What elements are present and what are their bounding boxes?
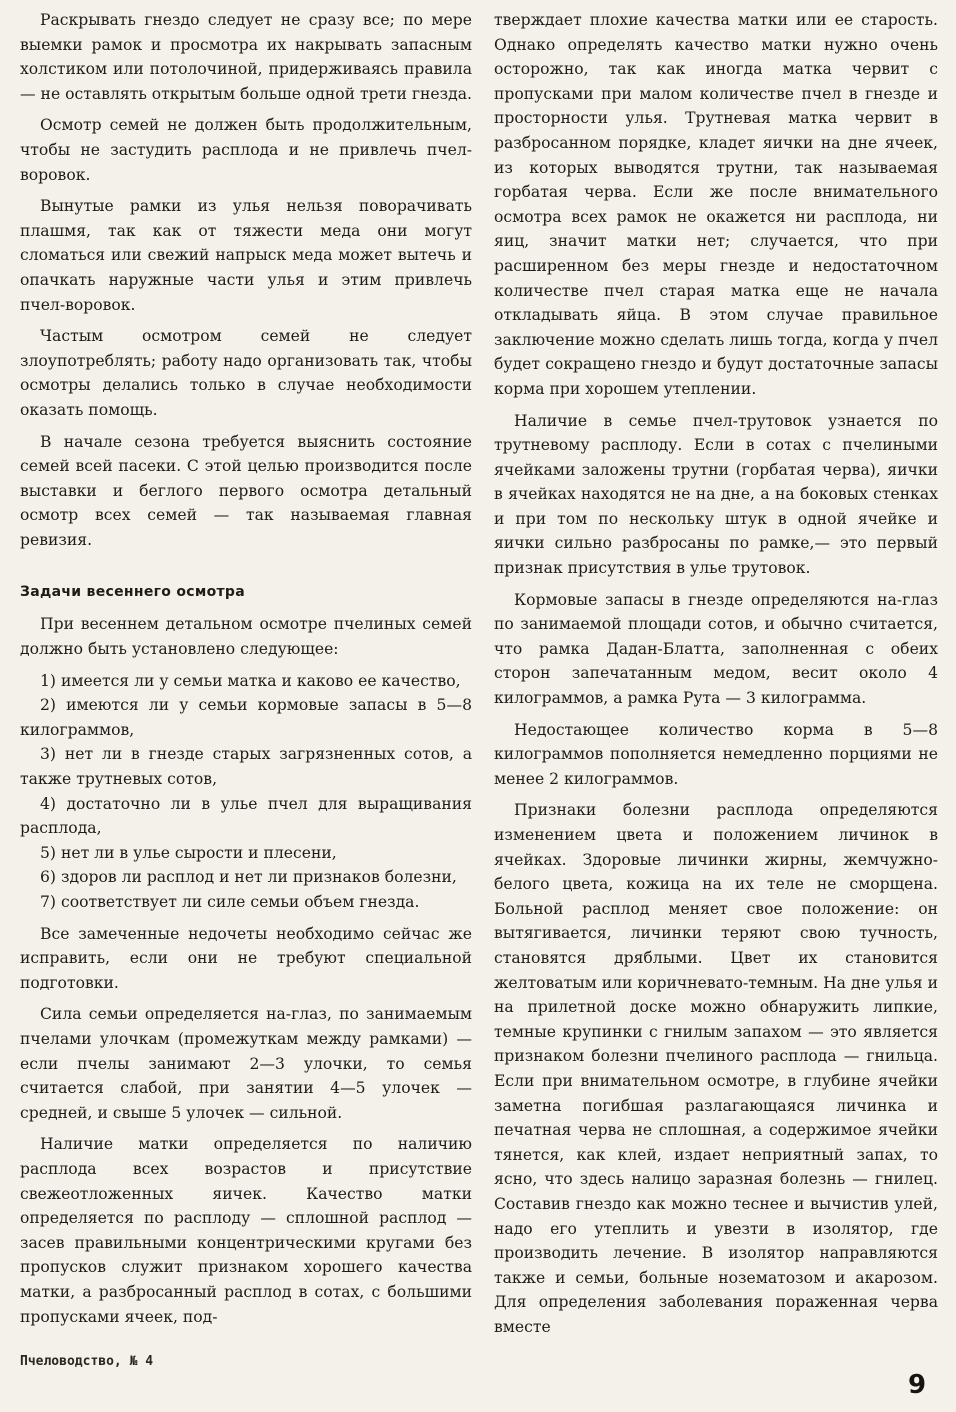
paragraph-food-shortage: Недостающее количество корма в 5—8 килограммов пополняется немедленно порциями не менее 2 килограммов. bbox=[494, 720, 938, 788]
paragraph-inspection-duration: Осмотр семей не должен быть продолжительным, чтобы не застудить расплода и не привлечь пчел-воровок. bbox=[20, 116, 472, 184]
paragraph-laying-workers: Наличие в семье пчел-трутовок узнается по трутневому расплоду. Если в сотах с пчелиными ячейками заложены трутни (горбатая черва), яички в ячейках находятся не на дне, а на боковых стенках и при том по нескольку штук в одной ячейке и яички сильно разбросаны по рамке,— это первый признак присутствия в улье трутовок. bbox=[494, 411, 938, 578]
list-item: 2) имеются ли у семьи кормовые запасы в 5—8 килограммов, bbox=[20, 696, 472, 739]
section-heading-spring-inspection: Задачи весеннего осмотра bbox=[20, 584, 245, 601]
right-column bbox=[494, 8, 938, 1346]
paragraph-season-start: В начале сезона требуется выяснить состояние семей всей пасеки. С этой целью производится после выставки и беглого первого осмотра детальный осмотр всех семей — так называемая главная ревизия. bbox=[20, 432, 472, 549]
paragraph-opening-hive: Раскрывать гнездо следует не сразу все; по мере выемки рамок и просмотра их накрывать запасным холстиком или потолочиной, придерживаясь правила — не оставлять открытым больше одной трети гнезда. bbox=[20, 11, 472, 103]
paragraph-spring-inspection-intro: При весеннем детальном осмотре пчелиных семей должно быть установлено следующее: bbox=[20, 615, 472, 659]
list-item: 3) нет ли в гнезде старых загрязненных сотов, а также трутневых сотов, bbox=[20, 745, 472, 789]
paragraph-frequent-inspection: Частым осмотром семей не следует злоупотреблять; работу надо организовать так, чтобы осмотры делались только в случае необходимости оказать помощь. bbox=[20, 327, 472, 419]
page-number: 9 bbox=[908, 1370, 927, 1400]
list-item: 7) соответствует ли силе семьи объем гнезда. bbox=[40, 893, 420, 911]
paragraph-fix-defects: Все замеченные недочеты необходимо сейчас же исправить, если они не требуют специальной подготовки. bbox=[20, 924, 472, 992]
list-item: 6) здоров ли расплод и нет ли признаков болезни, bbox=[40, 868, 457, 887]
paragraph-colony-strength: Сила семьи определяется на-глаз, по занимаемым пчелами улочкам (промежуткам между рамками) — если пчелы занимают 2—3 улочки, то семья считается слабой, при занятии 4—5 улочек — средней, и свыше 5 улочек — сильной. bbox=[20, 1005, 472, 1122]
list-item: 1) имеется ли у семьи матка и каково ее качество, bbox=[40, 671, 461, 690]
left-column bbox=[20, 8, 472, 1336]
paragraph-queen-quality: тверждает плохие качества матки или ее старость. Однако определять качество матки нужно очень осторожно, так как иногда матка червит с пропусками при малом количестве пчел в гнезде и просторности улья. Трутневая матка червит в разбросанном порядке, кладет яички на дне ячеек, из которых выводятся трутни, так называемая горбатая черва. Если же после внимательного осмотра всех рамок не окажется ни расплода, ни яиц, значит матки нет; случается, что при расширенном без меры гнезде и недостаточном количестве пчел старая матка еще не начала откладывать яйца. В этом случае правильное заключение можно сделать лишь тогда, когда у пчел будет сокращено гнездо и будут достаточные запасы корма при хорошем утеплении. bbox=[494, 11, 938, 398]
paragraph-removed-frames: Вынутые рамки из улья нельзя поворачивать плашмя, так как от тяжести меда они могут сломаться или свежий напрыск меда может вытечь и опачкать наружные части улья и этим привлечь пчел-воровок. bbox=[20, 197, 472, 314]
list-item: 5) нет ли в улье сырости и плесени, bbox=[40, 843, 337, 862]
journal-footer: Пчеловодство, № 4 bbox=[20, 1354, 154, 1369]
list-item: 4) достаточно ли в улье пчел для выращивания расплода, bbox=[20, 794, 472, 838]
paragraph-brood-disease: Признаки болезни расплода определяются изменением цвета и положением личинок в ячейках. Здоровые личинки жирны, жемчужно-белого цвета, кожица на их теле не сморщена. Больной расплод меняет свое положение: он вытягивается, личинки теряют свою тучность, становятся дряблыми. Цвет их становится желтоватым или коричневато-темным. На дне улья и на прилетной доске можно обнаружить липкие, темные крупинки с гнилым запахом — это является признаком болезни пчелиного расплода — гнильца. Если при внимательном осмотре, в глубине ячейки заметна погибшая разлагающаяся личинка и печатная черва не сплошная, а содержимое ячейки тянется, как клей, издает неприятный запах, то ясно, что здесь налицо заразная болезнь — гнилец. Составив гнездо как можно теснее и вычистив улей, надо его утеплить и увезти в изолятор, где производить лечение. В изолятор направляются также и семьи, больные нозематозом и акарозом. Для определения заболевания пораженная черва вместе bbox=[494, 801, 938, 1336]
paragraph-food-stores: Кормовые запасы в гнезде определяются на-глаз по занимаемой площади сотов, и обычно считается, что рамка Дадан-Блатта, заполненная с обеих сторон запечатанным медом, весит около 4 килограммов, а рамка Рута — 3 килограмма. bbox=[494, 590, 938, 708]
paragraph-queen-presence: Наличие матки определяется по наличию расплода всех возрастов и присутствие свежеотложенных яичек. Качество матки определяется по расплоду — сплошной расплод — засев правильными концентрическими кругами без пропусков служит признаком хорошего качества матки, а разбросанный расплод в сотах, с большими пропусками ячеек, под- bbox=[20, 1135, 472, 1326]
